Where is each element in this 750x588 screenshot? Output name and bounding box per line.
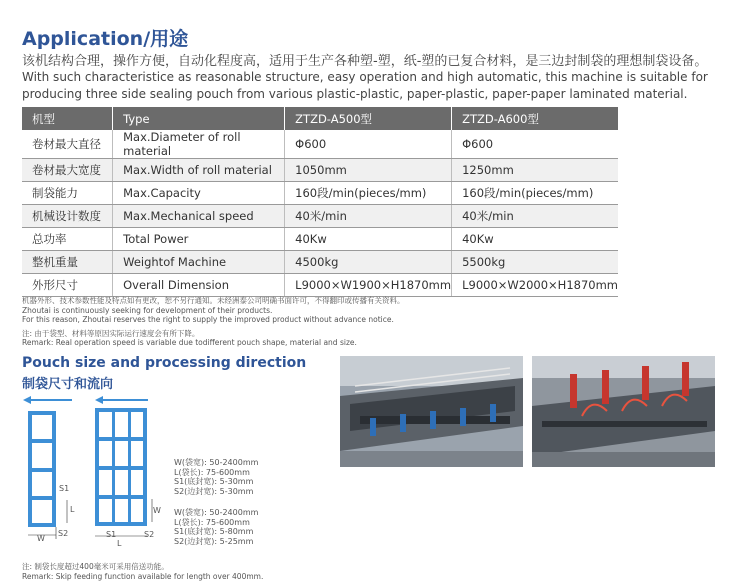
pouch-spec-1 [174, 458, 258, 496]
cell-en: Max.Mechanical speed [113, 205, 285, 228]
cell-a600: 1250mm [452, 159, 618, 182]
note-line: 机器外形、技术参数性能及特点如有更改，恕不另行通知。未经洲泰公司明确书面许可，不得翻印或传播有关资料。 [22, 296, 405, 305]
cell-en: Max.Diameter of roll material [113, 130, 285, 159]
footer-note [22, 562, 263, 581]
spec-line: S1(底封宽): 5-30mm [174, 477, 254, 486]
cell-a500: 160段/min(pieces/mm) [285, 182, 452, 205]
machine-photo-1 [340, 356, 523, 467]
table-row [22, 205, 618, 228]
note-line: For this reason, Zhoutai reserves the right to supply the improved product without advance notice. [22, 315, 394, 324]
spec-line: W(袋宽): 50-2400mm [174, 508, 259, 517]
table-row [22, 228, 618, 251]
pouch-web-2 [95, 408, 147, 526]
label-s1: S1 [59, 484, 70, 493]
table-header-row [22, 107, 618, 130]
pouch-diagram-2 [92, 393, 162, 545]
description-en: With such characteristice as reasonable structure, easy operation and high automatic, this machine is suitable for producing three side sealing pouch from various plastic-plastic, paper-plastic, paper-paper laminated material. [22, 70, 708, 101]
cell-a600: 40Kw [452, 228, 618, 251]
arrow-left-icon [95, 396, 148, 404]
machine-photo-2 [532, 356, 715, 467]
page-title: Application/用途 [22, 28, 189, 50]
cell-a600: L9000×W2000×H1870mm [452, 274, 618, 297]
note-line: Zhoutai is continuously seeking for development of their products. [22, 305, 273, 315]
cell-en: Total Power [113, 228, 285, 251]
cell-a600: 5500kg [452, 251, 618, 274]
cell-cn: 卷材最大直径 [22, 130, 113, 159]
header-model-cn: 机型 [22, 107, 113, 130]
cell-cn: 制袋能力 [22, 182, 113, 205]
footer-line: 注: 制袋长度超过400毫米可采用倍送功能。 [22, 562, 169, 571]
header-type: Type [113, 107, 285, 130]
cell-cn: 外形尺寸 [22, 274, 113, 297]
spec-line: S2(边封宽): 5-30mm [174, 486, 254, 496]
notes-block [22, 296, 405, 348]
cell-en: Weightof Machine [113, 251, 285, 274]
cell-cn: 机械设计数度 [22, 205, 113, 228]
cell-cn: 整机重量 [22, 251, 113, 274]
pouch-title-cn: 制袋尺寸和流向 [22, 377, 114, 392]
table-row [22, 251, 618, 274]
spec-line: L(袋长): 75-600mm [174, 517, 250, 527]
header-a500: ZTZD-A500型 [285, 107, 452, 130]
cell-a500: 40Kw [285, 228, 452, 251]
label-l: L [70, 505, 75, 514]
spec-line: W(袋宽): 50-2400mm [174, 458, 259, 467]
cell-a500: 1050mm [285, 159, 452, 182]
description-cn: 该机结构合理，操作方便，自动化程度高，适用于生产各种塑-塑，纸-塑的已复合材料，是三边封制袋的理想制袋设备。 [22, 54, 708, 69]
cell-a500: Φ600 [285, 130, 452, 159]
cell-en: Overall Dimension [113, 274, 285, 297]
cell-a500: 4500kg [285, 251, 452, 274]
table-row [22, 274, 618, 297]
pouch-web-1 [28, 411, 56, 527]
spec-line: S1(底封宽): 5-80mm [174, 527, 254, 536]
table-row [22, 182, 618, 205]
cell-cn: 总功率 [22, 228, 113, 251]
label-w-2: W [153, 506, 161, 515]
table-row [22, 159, 618, 182]
label-s2-2: S2 [144, 530, 155, 539]
cell-a600: 40米/min [452, 205, 618, 228]
label-s2: S2 [58, 529, 69, 538]
spec-table [22, 107, 618, 297]
cell-a500: 40米/min [285, 205, 452, 228]
note-line: Remark: Real operation speed is variable due todifferent pouch shape, material and size. [22, 338, 357, 347]
label-w: W [37, 534, 45, 543]
cell-a600: 160段/min(pieces/mm) [452, 182, 618, 205]
label-l-2: L [117, 539, 122, 548]
note-line: 注: 由于袋型、材料等原因实际运行速度会有所下降。 [22, 328, 200, 338]
cell-en: Max.Capacity [113, 182, 285, 205]
pouch-title-en: Pouch size and processing direction [22, 355, 307, 371]
cell-en: Max.Width of roll material [113, 159, 285, 182]
header-a600: ZTZD-A600型 [452, 107, 618, 130]
spec-line: S2(边封宽): 5-25mm [174, 536, 254, 546]
cell-cn: 卷材最大宽度 [22, 159, 113, 182]
label-s1-2: S1 [106, 530, 117, 539]
arrow-left-icon [23, 396, 72, 404]
footer-line: Remark: Skip feeding function available for length over 400mm. [22, 571, 264, 581]
spec-line: L(袋长): 75-600mm [174, 467, 250, 477]
cell-a500: L9000×W1900×H1870mm [285, 274, 452, 297]
table-row [22, 130, 618, 159]
pouch-diagram-1 [20, 393, 80, 545]
cell-a600: Φ600 [452, 130, 618, 159]
pouch-spec-2 [174, 508, 258, 546]
